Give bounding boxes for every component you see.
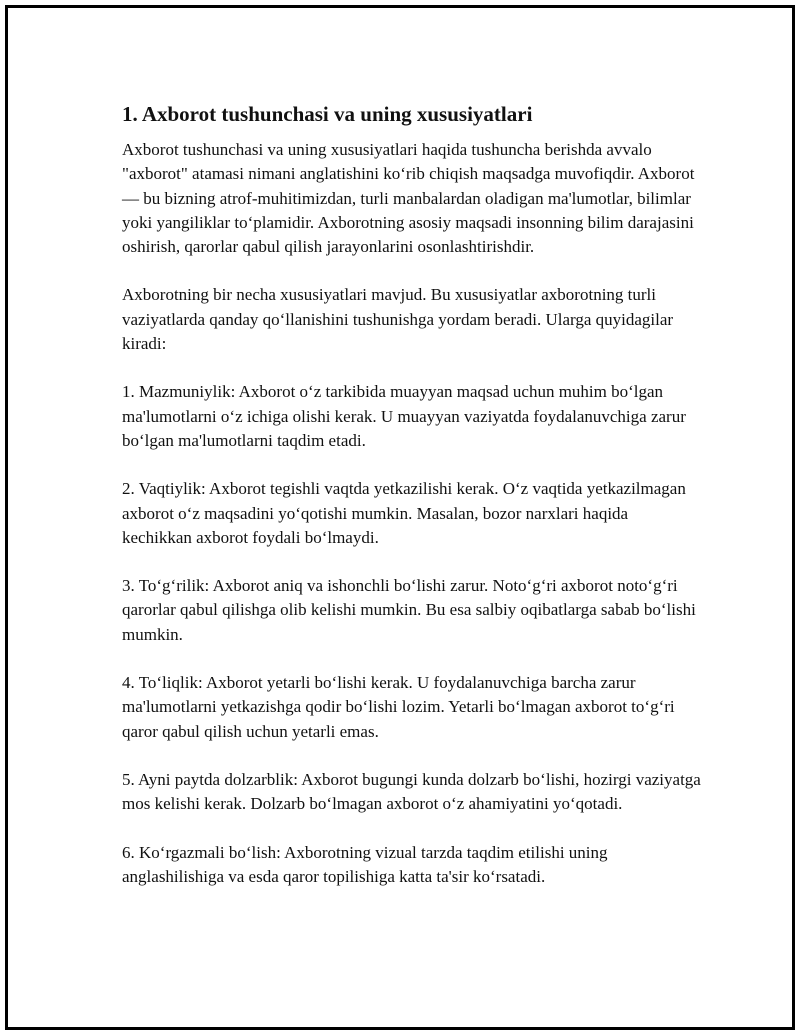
intro-paragraph: Axborot tushunchasi va uning xususiyatlari haqida tushuncha berishda avvalo "axborot" atamasi nimani anglatishini ko‘rib chiqish maqsadga muvofiqdir. Axborot — bu bizning atrof-muhitimizdan, turli manbalardan oladigan ma'lumotlar, bilimlar yoki yangiliklar to‘plamidir. Axborotning asosiy maqsadi insonning bilim darajasini oshirish, qarorlar qabul qilish jarayonlarini osonlashtirishdir. [122, 140, 695, 257]
property-item-visuality: 6. Ko‘rgazmali bo‘lish: Axborotning vizual tarzda taqdim etilishi uning anglashilishiga va esda qaror topilishiga katta ta'sir ko‘rsatadi. [122, 842, 608, 886]
document-body [122, 100, 702, 913]
section-heading: 1. Axborot tushunchasi va uning xususiyatlari [122, 102, 533, 126]
properties-intro-paragraph: Axborotning bir necha xususiyatlari mavjud. Bu xususiyatlar axborotning turli vaziyatlarda qanday qo‘llanishini tushunishga yordam beradi. Ularga quyidagilar kiradi: [122, 285, 674, 354]
property-item-accuracy: 3. To‘g‘rilik: Axborot aniq va ishonchli bo‘lishi zarur. Noto‘g‘ri axborot noto‘g‘ri qarorlar qabul qilishga olib kelishi mumkin. Bu esa salbiy oqibatlarga sabab bo‘lishi mumkin. [122, 576, 696, 644]
property-item-completeness: 4. To‘liqlik: Axborot yetarli bo‘lishi kerak. U foydalanuvchiga barcha zarur ma'lumotlarni yetkazishga qodir bo‘lishi lozim. Yetarli bo‘lmagan axborot to‘g‘ri qaror qabul qilish uchun yetarli emas. [122, 673, 675, 741]
property-item-relevance: 5. Ayni paytda dolzarblik: Axborot bugungi kunda dolzarb bo‘lishi, hozirgi vaziyatga mos kelishi kerak. Dolzarb bo‘lmagan axborot o‘z ahamiyatini yo‘qotadi. [122, 769, 701, 814]
property-item-meaningfulness: 1. Mazmuniylik: Axborot o‘z tarkibida muayyan maqsad uchun muhim bo‘lgan ma'lumotlarni o‘z ichiga olishi kerak. U muayyan vaziyatda foydalanuvchiga zarur bo‘lgan ma'lumotlarni taqdim etadi. [122, 382, 686, 450]
property-item-timeliness: 2. Vaqtiylik: Axborot tegishli vaqtda yetkazilishi kerak. O‘z vaqtida yetkazilmagan axborot o‘z maqsadini yo‘qotishi mumkin. Masalan, bozor narxlari haqida kechikkan axborot foydali bo‘lmaydi. [122, 479, 686, 547]
page-border [5, 5, 795, 1030]
